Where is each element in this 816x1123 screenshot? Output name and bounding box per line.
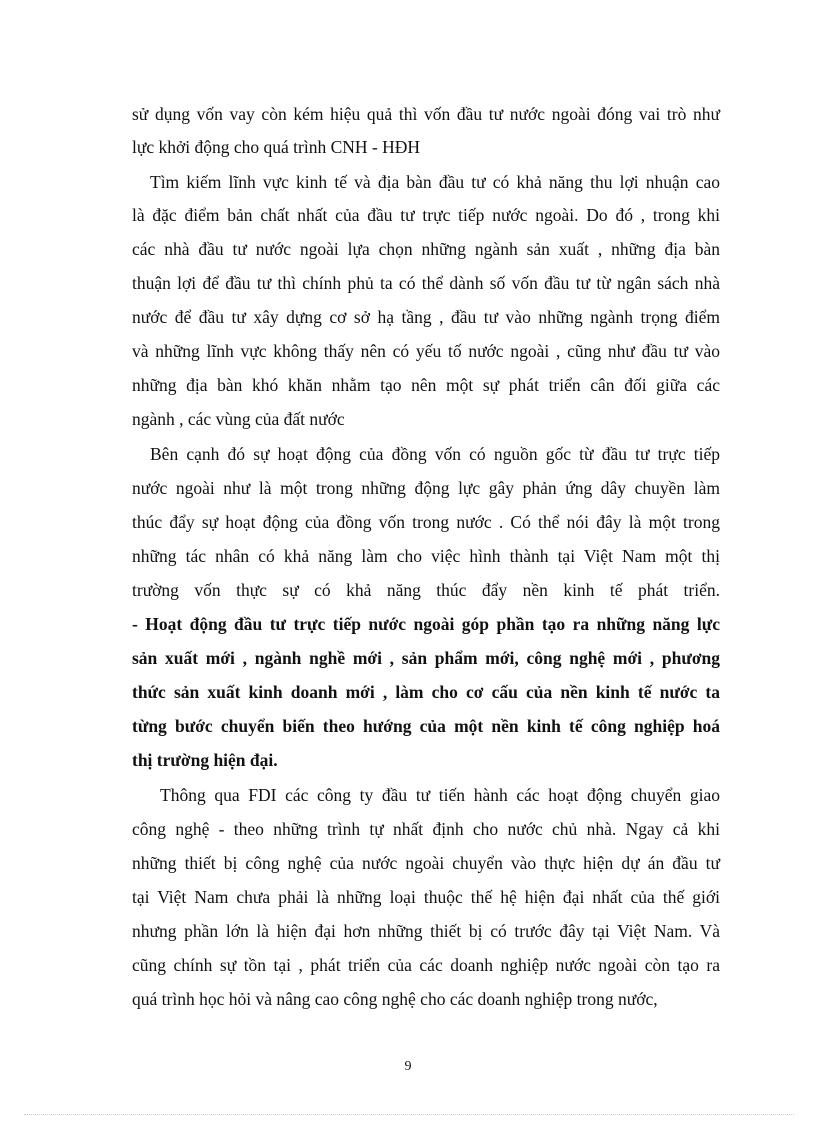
page-number: 9 bbox=[404, 1059, 412, 1074]
text-line: nước ngoài như là một trong những động lực gây phản ứng dây chuyền làm bbox=[132, 478, 720, 498]
text-line: những địa bàn khó khăn nhằm tạo nên một sự phát triển cân đối giữa các bbox=[132, 375, 720, 395]
text-line: và những lĩnh vực không thấy nên có yếu tố nước ngoài , cũng như đầu tư vào bbox=[132, 341, 720, 361]
text-line: Thông qua FDI các công ty đầu tư tiến hành các hoạt động chuyển giao bbox=[160, 785, 720, 805]
text-line: Tìm kiếm lĩnh vực kinh tế và địa bàn đầu tư có khả năng thu lợi nhuận cao bbox=[150, 172, 720, 192]
text-line: sản xuất mới , ngành nghề mới , sản phẩm mới, công nghệ mới , phương bbox=[132, 648, 720, 668]
text-line: công nghệ - theo những trình tự nhất định cho nước chủ nhà. Ngay cả khi bbox=[132, 819, 720, 839]
text-line: những thiết bị công nghệ của nước ngoài chuyển vào thực hiện dự án đầu tư bbox=[132, 853, 720, 873]
text-line: nước để đầu tư xây dựng cơ sở hạ tầng , đầu tư vào những ngành trọng điểm bbox=[132, 307, 720, 327]
text-line: cũng chính sự tồn tại , phát triển của các doanh nghiệp nước ngoài còn tạo ra bbox=[132, 955, 720, 975]
text-line: từng bước chuyển biến theo hướng của một nền kinh tế công nghiệp hoá bbox=[132, 716, 720, 736]
text-line: lực khởi động cho quá trình CNH - HĐH bbox=[132, 137, 421, 157]
text-line: thúc đẩy sự hoạt động của đồng vốn trong nước . Có thể nói đây là một trong bbox=[132, 512, 720, 532]
text-line: - Hoạt động đầu tư trực tiếp nước ngoài góp phần tạo ra những năng lực bbox=[132, 614, 720, 634]
text-line: nhưng phần lớn là hiện đại hơn những thiết bị có trước đây tại Việt Nam. Và bbox=[132, 921, 720, 941]
text-line: những tác nhân có khả năng làm cho việc hình thành tại Việt Nam một thị bbox=[132, 546, 720, 566]
text-line: thức sản xuất kinh doanh mới , làm cho cơ cấu của nền kinh tế nước ta bbox=[132, 682, 720, 702]
text-line: thuận lợi để đầu tư thì chính phủ ta có thể dành số vốn đầu tư từ ngân sách nhà bbox=[132, 273, 720, 293]
text-line: Bên cạnh đó sự hoạt động của đồng vốn có nguồn gốc từ đầu tư trực tiếp bbox=[150, 444, 720, 464]
text-line: trường vốn thực sự có khả năng thúc đẩy nền kinh tế phát triển. bbox=[132, 580, 720, 600]
text-line: thị trường hiện đại. bbox=[132, 750, 278, 770]
text-line: sử dụng vốn vay còn kém hiệu quả thì vốn đầu tư nước ngoài đóng vai trò như bbox=[132, 104, 720, 124]
text-line: các nhà đầu tư nước ngoài lựa chọn những ngành sản xuất , những địa bàn bbox=[132, 239, 720, 259]
page-bottom-divider bbox=[24, 1114, 794, 1115]
text-line: tại Việt Nam chưa phải là những loại thuộc thế hệ hiện đại nhất của thế giới bbox=[132, 887, 720, 907]
text-line: quá trình học hỏi và nâng cao công nghệ cho các doanh nghiệp trong nước, bbox=[132, 989, 658, 1009]
text-line: ngành , các vùng của đất nước bbox=[132, 409, 345, 429]
text-line: là đặc điểm bản chất nhất của đầu tư trực tiếp nước ngoài. Do đó , trong khi bbox=[132, 205, 720, 225]
